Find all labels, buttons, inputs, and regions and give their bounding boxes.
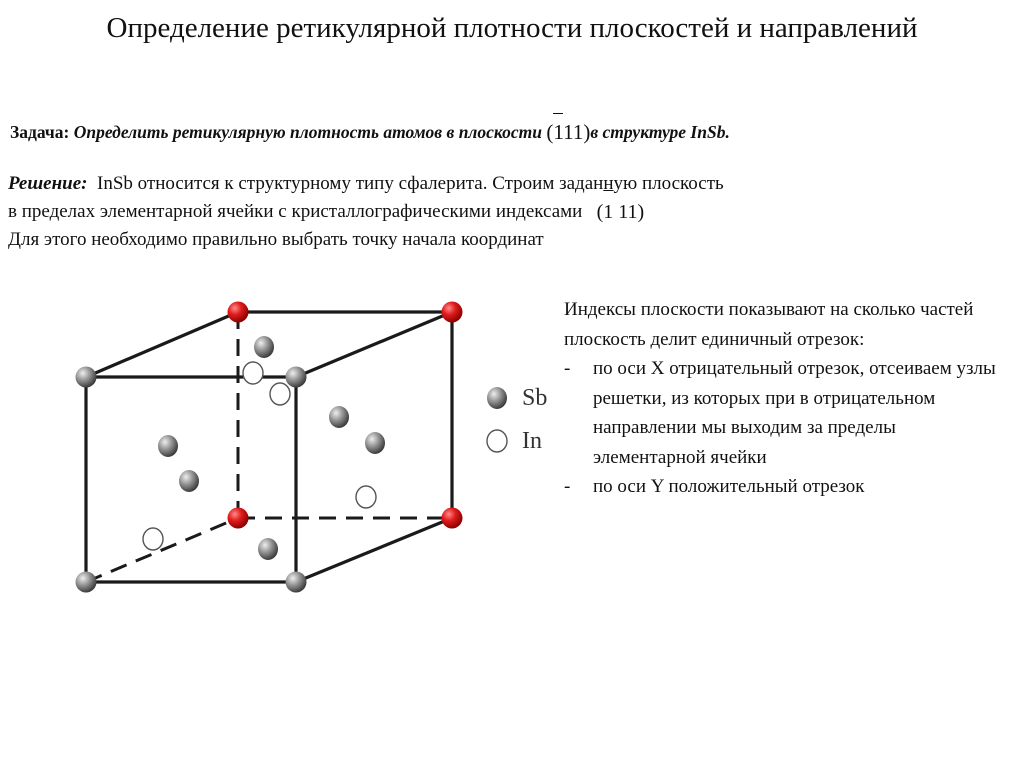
task-label: Задача: [10, 122, 70, 142]
legend-sb-label: Sb [522, 385, 548, 411]
legend [487, 385, 547, 454]
task-index-rest: 11) [563, 120, 591, 144]
explanation-block [564, 295, 1009, 502]
corner-atom-gray [76, 367, 97, 388]
legend-sb-icon [487, 387, 507, 409]
sb-atom [254, 336, 274, 358]
in-atom [243, 362, 263, 384]
sb-atom [329, 406, 349, 428]
task-suffix: в структуре InSb. [590, 122, 730, 142]
legend-in-icon [487, 430, 507, 452]
corner-atom-red [228, 302, 249, 323]
solution-label: Решение: [8, 173, 88, 194]
corner-atom-red [228, 508, 249, 529]
solution-line-1b: н [603, 173, 614, 194]
corner-atom-gray [76, 572, 97, 593]
solution-line-2: в пределах элементарной ячейки с кристаллографическими индексами [8, 201, 583, 222]
task-index-open: ( [546, 120, 554, 144]
sb-atom [179, 470, 199, 492]
solution-line-3: Для этого необходимо правильно выбрать точку начала координат [8, 229, 544, 250]
bullet-text: по оси X отрицательный отрезок, отсеиваем узлы решетки, из которых при в отрицательном направлении мы выходим за пределы элементарной ячейки [593, 358, 996, 468]
solution-index-open: ( [596, 201, 604, 223]
hidden-edge-left-bottom [86, 518, 238, 582]
edge-top-right [296, 312, 452, 377]
bullet-text: по оси Y положительный отрезок [593, 476, 865, 497]
task-index-h: 1 [553, 120, 564, 144]
solution-index-rest: 11) [613, 201, 645, 223]
corner-atom-red [442, 302, 463, 323]
task-text: Определить ретикулярную плотность атомов в плоскости [69, 122, 547, 142]
explanation-intro: Индексы плоскости показывают на сколько частей плоскость делит единичный отрезок: [564, 299, 974, 350]
bullet-dash: - [564, 476, 571, 497]
edge-bottom-right [296, 518, 452, 582]
sb-atoms [158, 336, 385, 560]
solution-line-1a: InSb относится к структурному типу сфалерита. Строим задан [97, 173, 604, 194]
in-atoms [143, 362, 376, 550]
in-atom [356, 486, 376, 508]
edge-top-left [86, 312, 238, 377]
corner-atom-red [442, 508, 463, 529]
in-atom [143, 528, 163, 550]
corner-atom-gray [286, 367, 307, 388]
slide-title: Определение ретикулярной плотности плоскостей и направлений [106, 12, 918, 44]
sb-atom [258, 538, 278, 560]
bullet-dash: - [564, 358, 571, 379]
solution-line-1c: ую плоскость [613, 173, 724, 194]
solution-index-h: 1 [603, 201, 614, 223]
bullet-item [564, 472, 1009, 502]
legend-in-label: In [522, 428, 542, 454]
corner-atom-gray [286, 572, 307, 593]
bullet-item [564, 354, 1009, 472]
in-atom [270, 383, 290, 405]
sb-atom [158, 435, 178, 457]
sb-atom [365, 432, 385, 454]
explanation-bullets [564, 354, 1009, 502]
